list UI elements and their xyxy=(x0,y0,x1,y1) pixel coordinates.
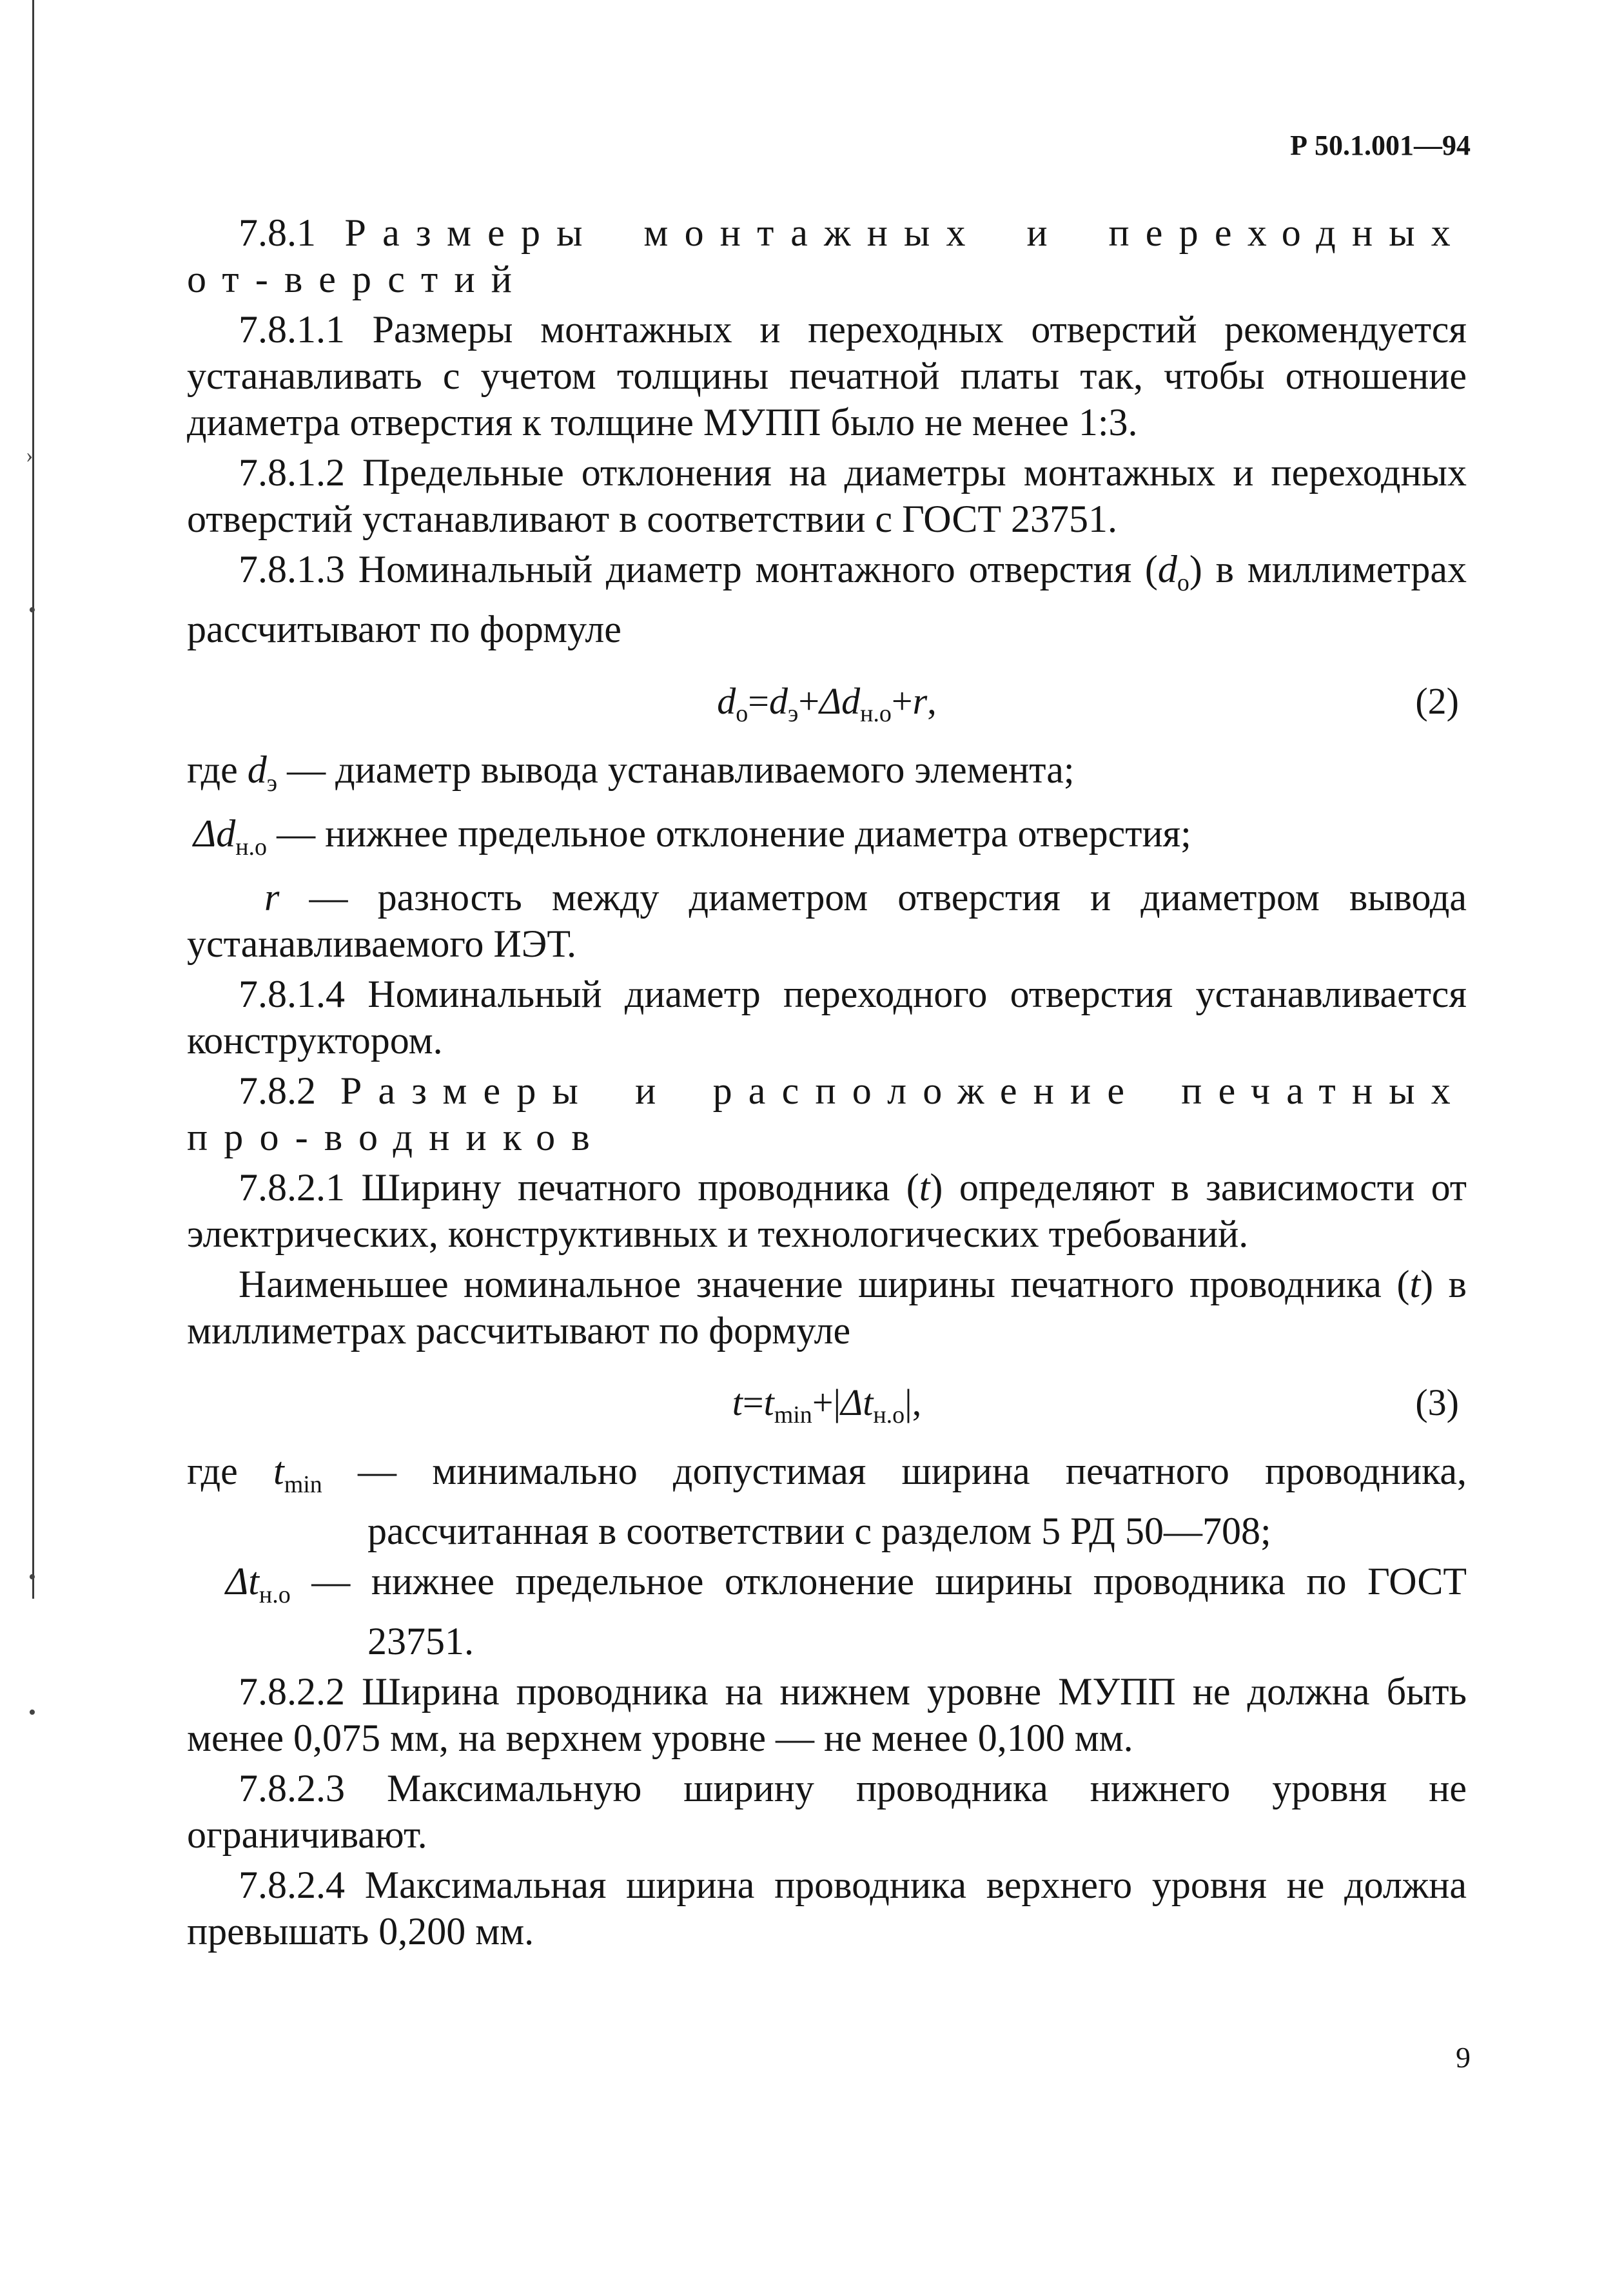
subscript: н.о xyxy=(235,834,268,861)
formula-term: Δt xyxy=(841,1381,874,1423)
document-code: Р 50.1.001—94 xyxy=(1290,130,1471,161)
equals-sign: = xyxy=(742,1381,764,1423)
paragraph-7-8-2-4: 7.8.2.4 Максимальная ширина проводника верхнего уровня не должна превышать 0,200 мм. xyxy=(187,1864,1467,1953)
section-title: Размеры монтажных и переходных от-верстий xyxy=(187,211,1467,300)
paragraph-7-8-2-3: 7.8.2.3 Максимальную ширину проводника нижнего уровня не ограничивают. xyxy=(187,1767,1467,1856)
text-span: Наименьшее номинальное значение ширины печатного проводника ( xyxy=(239,1263,1410,1305)
formula-punct: , xyxy=(912,1381,922,1423)
text-span: ) в миллиметрах рассчитывают по формуле xyxy=(187,548,1467,650)
definition-d-e xyxy=(187,746,1467,806)
definition-delta-d xyxy=(187,810,1467,870)
plus-sign: + xyxy=(891,680,913,722)
subscript: э xyxy=(266,770,278,797)
subscript: н.о xyxy=(259,1581,291,1608)
page-number: 9 xyxy=(1456,2041,1471,2074)
where-word: где xyxy=(187,1450,274,1492)
paragraph-7-8-1-4: 7.8.1.4 Номинальный диаметр переходного отверстия устанавливается конструктором. xyxy=(187,973,1467,1062)
formula-2-number: (2) xyxy=(1415,680,1459,722)
text-span: 7.8.2.1 Ширину печатного проводника ( xyxy=(239,1166,919,1209)
formula-term: r xyxy=(912,680,928,722)
abs-bar: | xyxy=(833,1381,841,1423)
definition-delta-t xyxy=(187,1558,1467,1664)
definition-text: — нижнее предельное отклонение ширины проводника по ГОСТ 23751. xyxy=(290,1560,1467,1663)
subscript: o xyxy=(1177,569,1189,596)
definition-text: — нижнее предельное отклонение диаметра отверстия; xyxy=(267,812,1191,855)
variable: Δt xyxy=(226,1560,259,1603)
section-heading-7-8-2 xyxy=(187,1068,1467,1160)
section-heading-7-8-1 xyxy=(187,210,1467,302)
equals-sign: = xyxy=(748,680,769,722)
variable: t xyxy=(919,1166,930,1209)
formula-term: Δd xyxy=(819,680,861,722)
scan-edge-line xyxy=(32,0,34,1599)
paragraph-7-8-1-2: 7.8.1.2 Предельные отклонения на диаметры монтажных и переходных отверстий устанавливают в соответствии с ГОСТ 23751. xyxy=(187,451,1467,540)
paragraph-7-8-2-1-formula-intro xyxy=(187,1261,1467,1354)
variable: d xyxy=(247,748,267,791)
formula-3-definitions xyxy=(187,1448,1467,1664)
section-number: 7.8.1 xyxy=(239,211,316,254)
formula-term: t xyxy=(732,1381,743,1423)
definition-text: — диаметр вывода устанавливаемого элемента; xyxy=(277,748,1075,791)
text-span: 7.8.1.3 Номинальный диаметр монтажного отверстия ( xyxy=(239,548,1158,590)
formula-3-row xyxy=(187,1358,1467,1448)
subscript: min xyxy=(284,1471,322,1498)
plus-sign: + xyxy=(798,680,820,722)
variable: d xyxy=(1157,548,1177,590)
definition-text: — минимально допустимая ширина печатного проводника, рассчитанная в соответствии с разделом 5 РД 50—708; xyxy=(322,1450,1467,1552)
definition-t-min xyxy=(187,1448,1467,1554)
variable: t xyxy=(273,1450,284,1492)
plus-sign: + xyxy=(812,1381,834,1423)
definition-r xyxy=(187,874,1467,967)
section-title: Размеры и расположение печатных про-водников xyxy=(187,1069,1467,1158)
formula-subscript: н.о xyxy=(873,1401,905,1429)
formula-subscript: o xyxy=(736,700,748,727)
paragraph-7-8-1-3 xyxy=(187,546,1467,652)
formula-2-definitions xyxy=(187,746,1467,967)
formula-2 xyxy=(187,678,1467,737)
formula-punct: , xyxy=(927,680,937,722)
formula-subscript: э xyxy=(788,700,799,727)
scan-mark: • xyxy=(28,598,36,622)
paragraph-7-8-1-1: 7.8.1.1 Размеры монтажных и переходных отверстий рекомендуется устанавливать с учетом толщины печатной платы так, чтобы отношение диаметра отверстия к толщине МУПП было не менее 1:3. xyxy=(187,308,1467,444)
formula-subscript: н.о xyxy=(860,700,892,727)
variable: r xyxy=(264,876,280,919)
formula-3 xyxy=(187,1380,1467,1438)
section-number: 7.8.2 xyxy=(239,1069,316,1112)
variable: t xyxy=(1409,1263,1421,1305)
scan-mark: • xyxy=(28,1565,36,1589)
formula-2-row xyxy=(187,656,1467,746)
page-body xyxy=(187,210,1467,1958)
text-span: ) в миллиметрах рассчитывают по формуле xyxy=(187,1263,1467,1352)
variable: Δd xyxy=(193,812,236,855)
paragraph-7-8-2-1 xyxy=(187,1164,1467,1257)
formula-term: d xyxy=(717,680,736,722)
paragraph-7-8-2-2: 7.8.2.2 Ширина проводника на нижнем уровне МУПП не должна быть менее 0,075 мм, на верхнем уровне — не менее 0,100 мм. xyxy=(187,1670,1467,1759)
formula-subscript: min xyxy=(774,1401,812,1429)
definition-text: — разность между диаметром отверстия и диаметром вывода устанавливаемого ИЭТ. xyxy=(187,876,1467,965)
formula-3-number: (3) xyxy=(1415,1381,1459,1423)
formula-term: d xyxy=(769,680,788,722)
text-span: ) определяют в зависимости от электрических, конструктивных и технологических требований. xyxy=(187,1166,1467,1255)
formula-term: t xyxy=(763,1381,774,1423)
scan-mark: • xyxy=(28,1701,36,1724)
scan-mark: › xyxy=(26,444,34,467)
where-word: где xyxy=(187,748,248,791)
abs-bar: | xyxy=(905,1381,912,1423)
